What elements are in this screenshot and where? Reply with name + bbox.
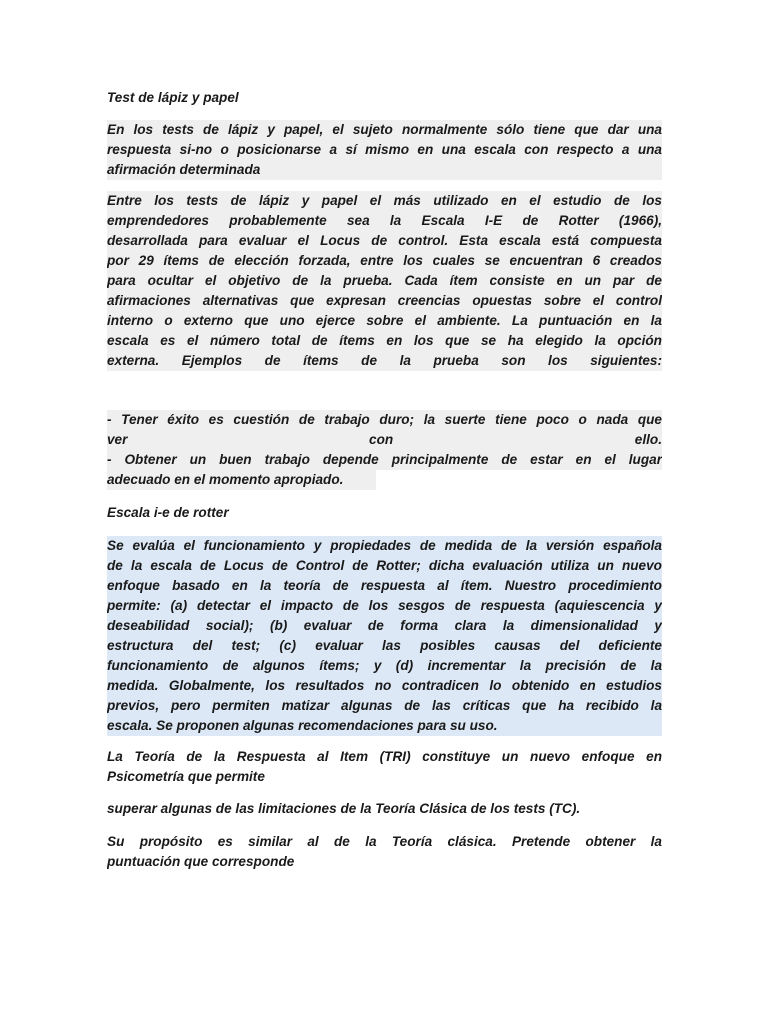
paragraph-intro	[107, 120, 662, 180]
paragraph-line: permite: (a) detectar el impacto de los sesgos de respuesta (aquiescencia y	[107, 596, 662, 616]
paragraph-line: afirmaciones alternativas que expresan creencias opuestas sobre el control	[107, 291, 662, 311]
list-item: - Obtener un buen trabajo depende principalmente de estar en el lugar	[107, 450, 662, 470]
paragraph-line: deseabilidad social); (b) evaluar de forma clara la dimensionalidad y	[107, 616, 662, 636]
paragraph-line: puntuación que corresponde	[107, 854, 295, 869]
paragraph-line: funcionamiento de algunos ítems; y (d) incrementar la precisión de la	[107, 656, 662, 676]
paragraph-tri	[107, 747, 662, 787]
paragraph-line: medida. Globalmente, los resultados no contradicen lo obtenido en estudios	[107, 676, 662, 696]
paragraph-line: afirmación determinada	[107, 160, 662, 180]
paragraph-line: desarrollada para evaluar el Locus de control. Esta escala está compuesta	[107, 231, 662, 251]
paragraph-line: superar algunas de las limitaciones de la Teoría Clásica de los tests (TC).	[107, 801, 581, 816]
paragraph-line: por 29 ítems de elección forzada, entre los cuales se encuentran 6 creados	[107, 251, 662, 271]
list-item: - Tener éxito es cuestión de trabajo duro; la suerte tiene poco o nada que	[107, 410, 662, 430]
paragraph-line: estructura del test; (c) evaluar las posibles causas del deficiente	[107, 636, 662, 656]
paragraph-line: escala. Se proponen algunas recomendaciones para su uso.	[107, 716, 662, 736]
list-item: ver con ello.	[107, 430, 662, 450]
paragraph-purpose	[107, 832, 662, 872]
heading-text: Escala i-e de rotter	[107, 505, 229, 520]
paragraph-rotter-scale	[107, 191, 662, 371]
paragraph-line: externa. Ejemplos de ítems de la prueba son los siguientes:	[107, 351, 662, 371]
list-item: adecuado en el momento apropiado.	[107, 470, 376, 490]
paragraph-line: respuesta si-no o posicionarse a sí mismo en una escala con respecto a una	[107, 140, 662, 160]
paragraph-line: previos, pero permiten matizar algunas de las críticas que ha recibido la	[107, 696, 662, 716]
paragraph-line: En los tests de lápiz y papel, el sujeto normalmente sólo tiene que dar una	[107, 120, 662, 140]
paragraph-line: Su propósito es similar al de la Teoría clásica. Pretende obtener la	[107, 834, 662, 849]
paragraph-line: de la escala de Locus de Control de Rotter; dicha evaluación utiliza un nuevo	[107, 556, 662, 576]
paragraph-line: escala es el número total de ítems en los que se ha elegido la opción	[107, 331, 662, 351]
paragraph-line: enfoque basado en la teoría de respuesta al ítem. Nuestro procedimiento	[107, 576, 662, 596]
paragraph-evaluation	[107, 536, 662, 736]
paragraph-line: Entre los tests de lápiz y papel el más utilizado en el estudio de los	[107, 191, 662, 211]
paragraph-line: interno o externo que uno ejerce sobre el ambiente. La puntuación en la	[107, 311, 662, 331]
heading-text: Test de lápiz y papel	[107, 90, 239, 105]
heading-test-lapiz-papel	[107, 88, 662, 108]
paragraph-limitations	[107, 799, 662, 819]
paragraph-line: para ocultar el objetivo de la prueba. Cada ítem consiste en un par de	[107, 271, 662, 291]
example-items-list	[107, 410, 662, 490]
paragraph-line: emprendedores probablemente sea la Escala I-E de Rotter (1966),	[107, 211, 662, 231]
heading-escala-ie-rotter	[107, 503, 662, 523]
paragraph-line: Psicometría que permite	[107, 769, 265, 784]
paragraph-line: Se evalúa el funcionamiento y propiedades de medida de la versión española	[107, 536, 662, 556]
paragraph-line: La Teoría de la Respuesta al Item (TRI) constituye un nuevo enfoque en	[107, 749, 662, 764]
